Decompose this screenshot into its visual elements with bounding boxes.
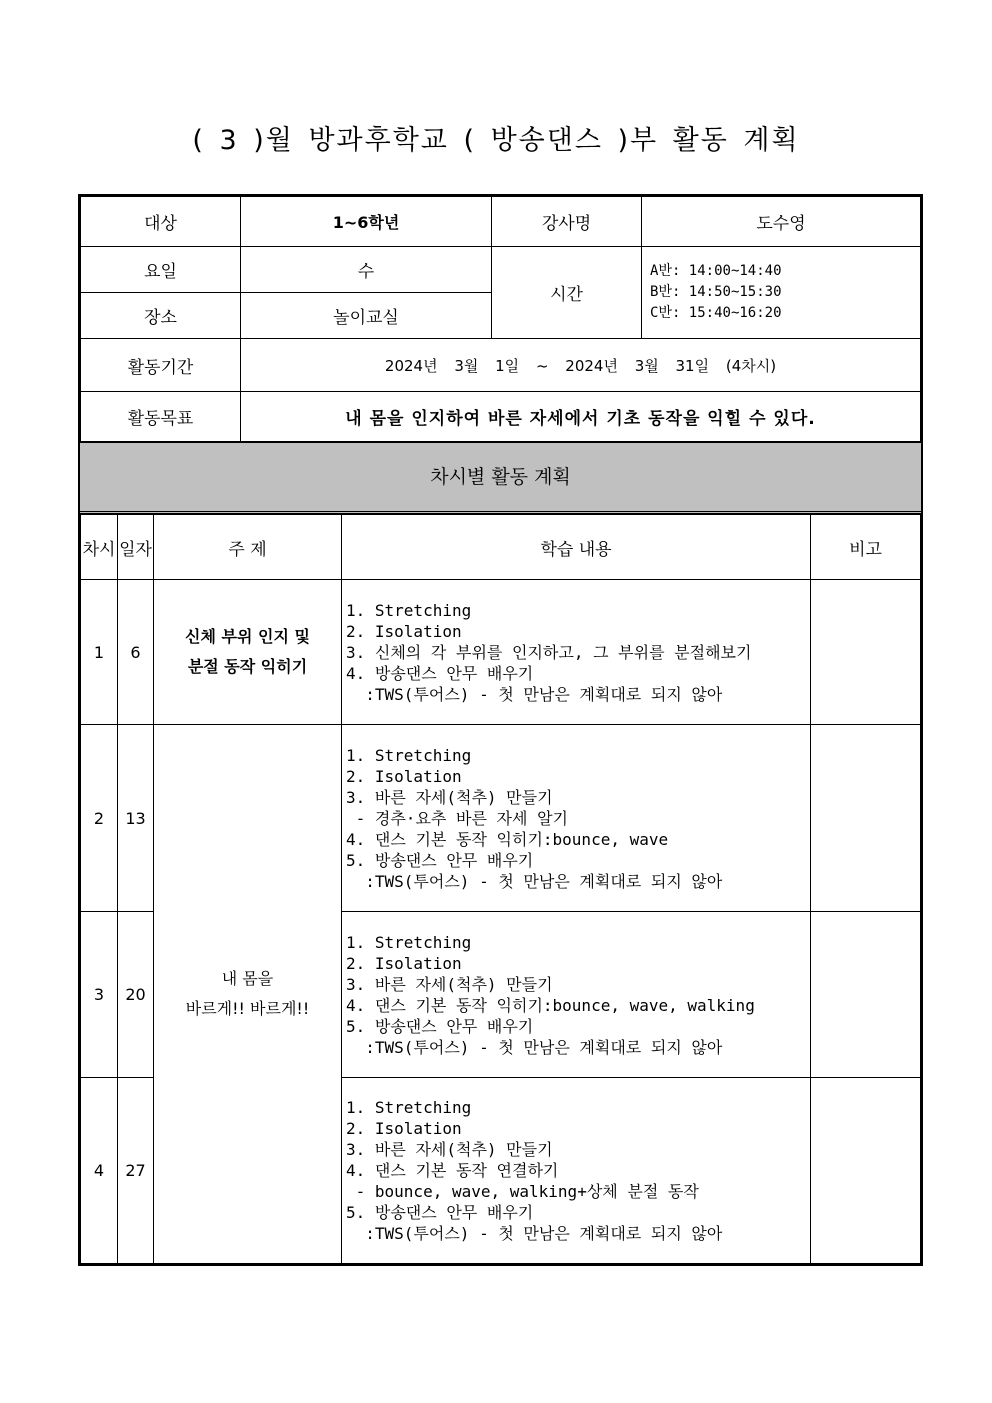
content-line: 4. 방송댄스 안무 배우기 [346, 663, 534, 683]
time-class-b: B반: 14:50~15:30 [650, 284, 782, 300]
session-content [342, 912, 811, 1078]
page-title: ( 3 )월 방과후학교 ( 방송댄스 )부 활동 계획 [192, 125, 800, 156]
day-value: 수 [241, 247, 492, 293]
session-date: 6 [118, 580, 154, 725]
content-line: 4. 댄스 기본 동작 익히기:bounce, wave [346, 829, 669, 849]
content-line: - 경추·요추 바른 자세 알기 [346, 808, 568, 828]
content-line: 3. 바른 자세(척추) 만들기 [346, 1140, 553, 1159]
header-content: 학습 내용 [342, 515, 811, 580]
topic-line: 신체 부위 인지 및 [185, 627, 310, 646]
place-value: 놀이교실 [241, 293, 492, 339]
session-number: 4 [81, 1078, 118, 1264]
time-values [642, 247, 921, 339]
topic-line: 바르게!! 바르게!! [185, 999, 310, 1018]
period-value: 2024년 3월 1일 ~ 2024년 3월 31일 (4차시) [241, 339, 921, 392]
session-content [342, 1078, 811, 1264]
day-label: 요일 [81, 247, 241, 293]
merged-session-topic [154, 725, 342, 1264]
content-line: 1. Stretching [346, 932, 472, 952]
content-line: 4. 댄스 기본 동작 익히기:bounce, wave, walking [346, 995, 755, 1015]
content-line: 2. Isolation [346, 766, 462, 786]
session-note [811, 725, 921, 912]
content-line: 4. 댄스 기본 동작 연결하기 [346, 1161, 559, 1180]
content-line: 2. Isolation [346, 621, 462, 641]
content-line: 2. Isolation [346, 953, 462, 973]
session-date: 20 [118, 912, 154, 1078]
topic-line: 내 몸을 [221, 969, 274, 988]
place-label: 장소 [81, 293, 241, 339]
session-note [811, 580, 921, 725]
session-date: 27 [118, 1078, 154, 1264]
content-line: :TWS(투어스) - 첫 만남은 계획대로 되지 않아 [346, 1224, 723, 1243]
header-session: 차시 [81, 515, 118, 580]
content-line: 1. Stretching [346, 745, 472, 765]
session-note [811, 912, 921, 1078]
session-number: 1 [81, 580, 118, 725]
goal-label: 활동목표 [81, 392, 241, 442]
content-line: 3. 신체의 각 부위를 인지하고, 그 부위를 분절해보기 [346, 642, 752, 662]
content-line: :TWS(투어스) - 첫 만남은 계획대로 되지 않아 [346, 1037, 723, 1057]
session-plan-table [80, 514, 921, 1264]
content-line: 2. Isolation [346, 1119, 462, 1138]
instructor-value: 도수영 [642, 197, 921, 247]
info-table [80, 196, 921, 442]
content-line: 3. 바른 자세(척추) 만들기 [346, 974, 553, 994]
period-label: 활동기간 [81, 339, 241, 392]
content-line: 3. 바른 자세(척추) 만들기 [346, 787, 553, 807]
target-value: 1~6학년 [241, 197, 492, 247]
plan-header-row [81, 515, 921, 580]
time-label: 시간 [492, 247, 642, 339]
session-date: 13 [118, 725, 154, 912]
header-topic: 주 제 [154, 515, 342, 580]
session-content [342, 725, 811, 912]
content-line: - bounce, wave, walking+상체 분절 동작 [346, 1182, 699, 1201]
content-line: :TWS(투어스) - 첫 만남은 계획대로 되지 않아 [346, 684, 723, 704]
header-note: 비고 [811, 515, 921, 580]
target-label: 대상 [81, 197, 241, 247]
session-number: 3 [81, 912, 118, 1078]
content-line: 1. Stretching [346, 1098, 472, 1117]
table-row [81, 580, 921, 725]
header-date: 일자 [118, 515, 154, 580]
content-line: 5. 방송댄스 안무 배우기 [346, 1203, 534, 1222]
section-title-band: 차시별 활동 계획 [80, 442, 921, 514]
content-line: :TWS(투어스) - 첫 만남은 계획대로 되지 않아 [346, 871, 723, 891]
session-note [811, 1078, 921, 1264]
table-row [81, 725, 921, 912]
content-line: 1. Stretching [346, 600, 472, 620]
goal-value: 내 몸을 인지하여 바른 자세에서 기초 동작을 익힐 수 있다. [241, 392, 921, 442]
instructor-label: 강사명 [492, 197, 642, 247]
time-class-c: C반: 15:40~16:20 [650, 305, 782, 321]
session-number: 2 [81, 725, 118, 912]
content-line: 5. 방송댄스 안무 배우기 [346, 850, 534, 870]
session-topic [154, 580, 342, 725]
activity-plan-document [78, 194, 923, 1266]
topic-line: 분절 동작 익히기 [187, 657, 308, 676]
session-content [342, 580, 811, 725]
time-class-a: A반: 14:00~14:40 [650, 263, 782, 279]
content-line: 5. 방송댄스 안무 배우기 [346, 1016, 534, 1036]
